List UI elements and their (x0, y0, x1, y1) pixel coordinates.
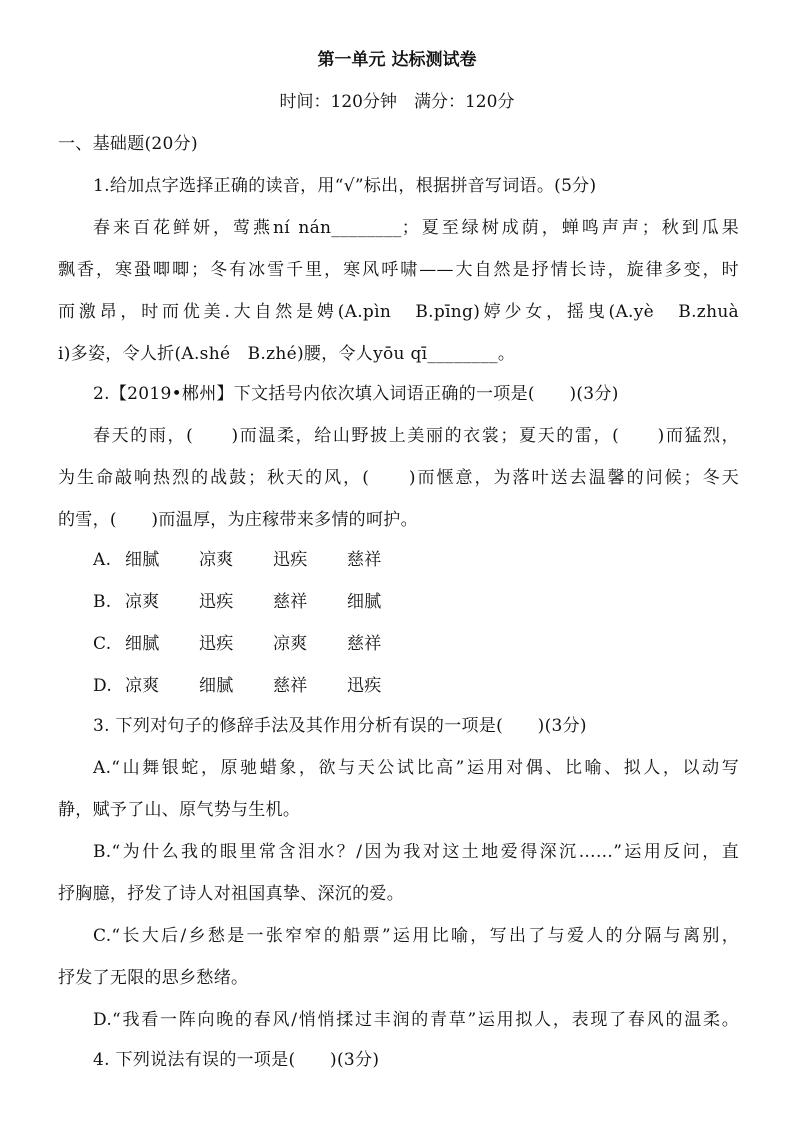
option-label: B. (93, 592, 112, 612)
q3-option-b-line-1: B.“为什么我的眼里常含泪水？/因为我对这土地爱得深沉……”运用反问，直 (93, 842, 739, 862)
q2-line-2: 为生命敲响热烈的战鼓；秋天的风，( )而惬意，为落叶送去温馨的问候；冬天 (58, 468, 739, 488)
option-word: 凉爽 (125, 676, 160, 696)
option-word: 慈祥 (273, 592, 308, 612)
option-word: 细腻 (125, 634, 160, 654)
option-word: 细腻 (125, 550, 160, 570)
q3-option-d: D.“我看一阵向晚的春风/悄悄揉过丰润的青草”运用拟人，表现了春风的温柔。 (93, 1010, 739, 1030)
q1-line-1: 春来百花鲜妍，莺燕ní nán________；夏至绿树成荫，蝉鸣声声；秋到瓜果 (93, 218, 739, 238)
q3-option-c-line-2: 抒发了无限的思乡愁绪。 (58, 968, 249, 988)
q1-line-4: i)多姿，令人折(A.shé B.zhé)腰，令人yōu qī________。 (58, 344, 516, 364)
q3-option-a-line-2: 静，赋予了山、原气势与生机。 (58, 800, 301, 820)
page-title: 第一单元 达标测试卷 (317, 50, 477, 70)
q1-line-3: 而激昂，时而优美.大自然是娉(A.pìn B.pīng)婷少女，摇曳(A.yè B.zhuà (58, 302, 739, 322)
q2-option-d (93, 674, 421, 698)
option-word: 凉爽 (125, 592, 160, 612)
q4-stem: 4. 下列说法有误的一项是( )(3分) (93, 1050, 380, 1070)
exam-meta: 时间：120分钟 满分：120分 (279, 92, 515, 112)
q3-option-a-line-1: A.“山舞银蛇，原驰蜡象，欲与天公试比高”运用对偶、比喻、拟人，以动写 (93, 758, 739, 778)
q2-line-1: 春天的雨，( )而温柔，给山野披上美丽的衣裳；夏天的雷，( )而猛烈， (93, 426, 739, 446)
option-word: 细腻 (347, 592, 382, 612)
q1-line-2: 飘香，寒蛩唧唧；冬有冰雪千里，寒风呼啸——大自然是抒情长诗，旋律多变，时 (58, 260, 739, 280)
option-label: D. (93, 676, 113, 696)
option-label: A. (93, 550, 112, 570)
option-word: 细腻 (199, 676, 234, 696)
option-word: 慈祥 (273, 676, 308, 696)
option-label: C. (93, 634, 112, 654)
q2-line-3: 的雪，( )而温厚，为庄稼带来多情的呵护。 (58, 510, 418, 530)
option-word: 凉爽 (199, 550, 234, 570)
option-word: 迅疾 (273, 550, 308, 570)
option-word: 迅疾 (199, 634, 234, 654)
section-heading: 一、基础题(20分) (58, 134, 198, 154)
q2-option-b (93, 590, 421, 614)
q3-option-c-line-1: C.“长大后/乡愁是一张窄窄的船票”运用比喻，写出了与爱人的分隔与离别， (93, 926, 739, 946)
q1-stem: 1.给加点字选择正确的读音，用“√”标出，根据拼音写词语。(5分) (93, 176, 597, 196)
q2-option-c (93, 632, 421, 656)
option-word: 凉爽 (273, 634, 308, 654)
q2-stem: 2.【2019•郴州】下文括号内依次填入词语正确的一项是( )(3分) (93, 384, 619, 404)
option-word: 慈祥 (347, 634, 382, 654)
q3-option-b-line-2: 抒胸臆，抒发了诗人对祖国真挚、深沉的爱。 (58, 884, 404, 904)
q3-stem: 3. 下列对句子的修辞手法及其作用分析有误的一项是( )(3分) (93, 716, 587, 736)
option-word: 慈祥 (347, 550, 382, 570)
option-word: 迅疾 (199, 592, 234, 612)
q2-option-a (93, 548, 421, 572)
option-word: 迅疾 (347, 676, 382, 696)
